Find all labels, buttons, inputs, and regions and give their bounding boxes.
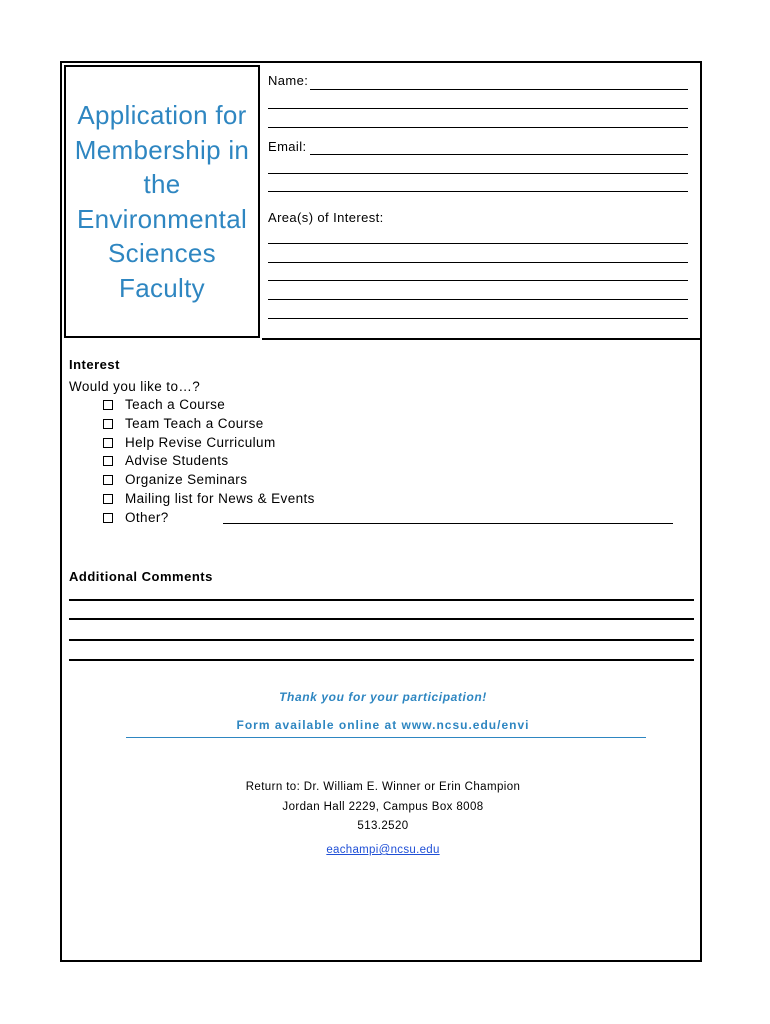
option-label: Teach a Course xyxy=(125,397,226,412)
comments-heading: Additional Comments xyxy=(69,569,213,584)
areas-field-line[interactable] xyxy=(268,280,688,281)
email-field-line[interactable] xyxy=(268,191,688,192)
return-to-line: Return to: Dr. William E. Winner or Erin Champion xyxy=(245,781,521,793)
address-line: Jordan Hall 2229, Campus Box 8008 xyxy=(282,801,484,813)
comments-line[interactable] xyxy=(69,659,694,661)
areas-field-line[interactable] xyxy=(268,318,688,319)
comments-line[interactable] xyxy=(69,618,694,620)
comments-line[interactable] xyxy=(69,639,694,641)
name-field-line[interactable] xyxy=(268,127,688,128)
option-label: Organize Seminars xyxy=(125,472,248,487)
checkbox[interactable] xyxy=(103,419,113,429)
checkbox[interactable] xyxy=(103,400,113,410)
checkbox[interactable] xyxy=(103,513,113,523)
form-title xyxy=(75,98,249,305)
name-label: Name: xyxy=(268,73,309,88)
option-team-teach[interactable] xyxy=(103,416,264,432)
areas-field-line[interactable] xyxy=(268,243,688,244)
option-other[interactable] xyxy=(103,510,169,526)
checkbox[interactable] xyxy=(103,438,113,448)
email-link[interactable]: eachampi@ncsu.edu xyxy=(326,844,440,856)
interest-heading: Interest xyxy=(69,357,120,372)
title-line: Application for xyxy=(77,100,247,130)
email-field-line[interactable] xyxy=(268,173,688,174)
online-form-note: Form available online at www.ncsu.edu/envi xyxy=(236,718,530,732)
title-line: Environmental xyxy=(76,203,248,234)
option-label: Team Teach a Course xyxy=(125,416,264,431)
title-line: Sciences xyxy=(108,238,216,268)
email-link-row xyxy=(62,840,704,858)
title-line: Faculty xyxy=(119,272,205,303)
checkbox[interactable] xyxy=(103,494,113,504)
other-field[interactable] xyxy=(223,523,673,524)
checkbox[interactable] xyxy=(103,475,113,485)
option-revise-curriculum[interactable] xyxy=(103,435,276,451)
areas-of-interest-label: Area(s) of Interest: xyxy=(268,210,384,225)
email-label: Email: xyxy=(268,139,307,154)
phone-number: 513.2520 xyxy=(357,820,409,832)
thank-you-message: Thank you for your participation! xyxy=(279,690,487,704)
title-panel xyxy=(64,65,260,338)
option-label: Mailing list for News & Events xyxy=(125,491,315,506)
option-mailing-list[interactable] xyxy=(103,491,315,507)
option-organize-seminars[interactable] xyxy=(103,472,247,488)
footer-divider xyxy=(126,737,646,738)
interest-prompt: Would you like to…? xyxy=(69,379,201,394)
option-label: Help Revise Curriculum xyxy=(125,435,276,450)
areas-field-line[interactable] xyxy=(268,262,688,263)
contact-fields xyxy=(262,63,700,340)
application-form xyxy=(60,61,702,962)
email-field[interactable] xyxy=(310,154,688,155)
option-label: Advise Students xyxy=(125,453,229,468)
title-line: Membership in xyxy=(74,134,250,165)
name-field[interactable] xyxy=(310,89,688,90)
checkbox[interactable] xyxy=(103,456,113,466)
areas-field-line[interactable] xyxy=(268,299,688,300)
option-teach-course[interactable] xyxy=(103,397,225,413)
comments-line[interactable] xyxy=(69,599,694,601)
title-line: the xyxy=(143,169,181,199)
option-advise-students[interactable] xyxy=(103,453,229,469)
name-field-line[interactable] xyxy=(268,108,688,109)
option-label: Other? xyxy=(125,510,169,525)
